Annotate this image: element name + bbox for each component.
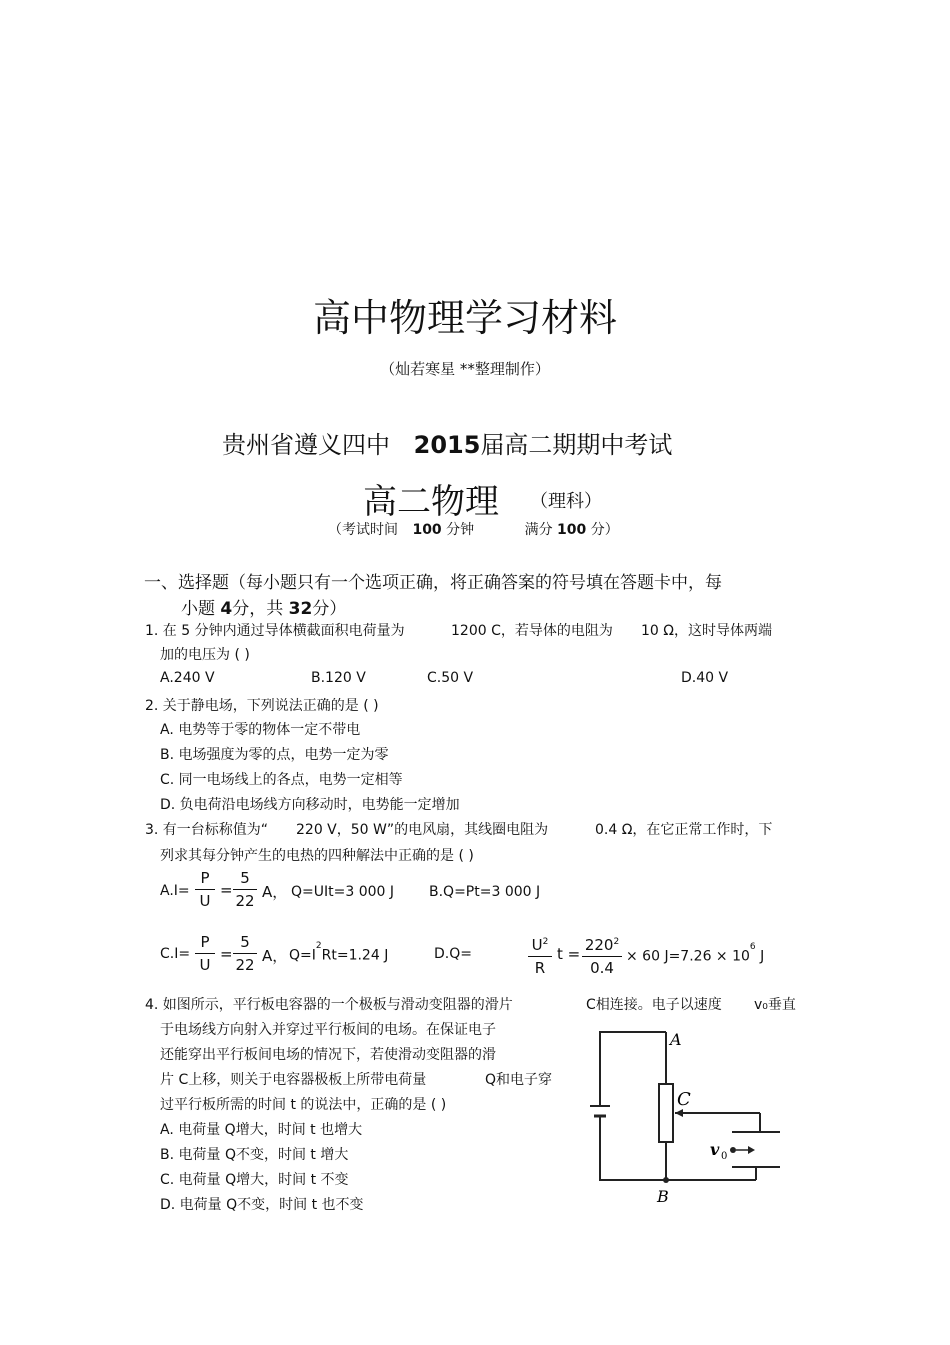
q4-stem-line3: 还能穿出平行板间电场的情况下，若使滑动变阻器的滑 [160, 1047, 496, 1063]
denominator: 22 [235, 892, 255, 910]
q2-option-d: D. 负电荷沿电场线方向移动时，电势能一定增加 [160, 797, 460, 813]
subject-note: （理科） [530, 491, 602, 512]
score-unit: 分） [590, 522, 619, 538]
exam-info [328, 519, 619, 539]
q3-c-unit: A， [262, 947, 288, 965]
exponent: 2 [542, 937, 549, 947]
main-title: 高中物理学习材料 [312, 296, 617, 340]
numerator-base: 220 [584, 936, 614, 954]
q3-option-c-label: C.I= [160, 946, 191, 962]
q4-option-d: D. 电荷量 Q不变，时间 t 也不变 [160, 1197, 364, 1213]
q1-stem-line2: 加的电压为 ( ) [160, 647, 250, 663]
q3-d-fraction-220-04 [582, 932, 622, 978]
q3-stem-b: 220 V，50 W”的电风扇，其线圈电阻为 [296, 822, 549, 838]
subject-title: 高二物理 [363, 482, 499, 522]
section-score-total: 32 [288, 599, 313, 619]
label-b: B [657, 1187, 669, 1206]
node-b [663, 1177, 669, 1183]
fraction-bar [233, 889, 257, 890]
fraction-bar [528, 956, 552, 957]
q3-stem-c: 0.4 Ω，在它正常工作时，下 [595, 822, 773, 838]
q2-stem: 2. 关于静电场，下列说法正确的是 ( ) [145, 698, 379, 714]
subtitle: （灿若寒星 **整理制作） [380, 360, 550, 378]
q2-option-a: A. 电势等于零的物体一定不带电 [160, 722, 361, 738]
equals-sign: = [220, 881, 233, 899]
numerator: 5 [240, 933, 250, 951]
velocity-arrowhead [748, 1146, 755, 1154]
q3-a-fraction-pu [195, 868, 215, 911]
electron [730, 1147, 736, 1153]
q4-stem-line2: 于电场线方向射入并穿过平行板间的电场。在保证电子 [160, 1022, 496, 1038]
label-v: v [710, 1140, 720, 1159]
time-value: 100 [412, 522, 442, 538]
score-value: 100 [557, 522, 587, 538]
q4-option-c: C. 电荷量 Q增大，时间 t 不变 [160, 1172, 349, 1188]
score-label: 满分 [524, 522, 553, 538]
section-text: 小题 [181, 599, 215, 619]
section-heading-line1: 一、选择题（每小题只有一个选项正确，将正确答案的符号填在答题卡中，每 [144, 573, 722, 593]
denominator: U [199, 892, 211, 910]
q3-d-t: t = [557, 945, 581, 963]
q3-c-fraction-pu [195, 932, 215, 975]
numerator: 5 [240, 869, 250, 887]
formula-text: J [755, 948, 765, 965]
numerator: P [200, 933, 210, 951]
denominator: 22 [235, 956, 255, 974]
exam-title-rest: 届高二期期中考试 [480, 431, 673, 459]
section-text: 分，共 [232, 599, 284, 619]
q3-a-unit: A， [262, 883, 288, 901]
numerator-base: U [531, 936, 543, 954]
q4-option-b: B. 电荷量 Q不变，时间 t 增大 [160, 1147, 349, 1163]
q1-option-d: D.40 V [681, 670, 729, 686]
exponent: 2 [315, 941, 322, 951]
q3-option-a-label: A.I= [160, 883, 190, 899]
q1-option-b: B.120 V [311, 670, 366, 686]
q4-stem-line4a: 片 C上移，则关于电容器极板上所带电荷量 [160, 1072, 427, 1088]
label-c: C [677, 1089, 691, 1110]
q3-c-fraction-5-22 [233, 932, 257, 975]
q3-option-b: B.Q=Pt=3 000 J [429, 884, 541, 900]
circuit-diagram [580, 1020, 795, 1210]
exponent: 6 [749, 942, 756, 952]
q3-c-rest [289, 941, 389, 964]
label-v-subscript: 0 [721, 1151, 728, 1162]
q3-d-fraction-u2-r [528, 932, 552, 978]
section-heading-line2 [181, 594, 346, 619]
q1-stem-c: 10 Ω，这时导体两端 [641, 623, 772, 639]
slider-arrowhead [675, 1109, 683, 1117]
exponent: 2 [613, 937, 620, 947]
q3-option-d-label: D.Q= [434, 946, 472, 962]
q3-stem-a: 3. 有一台标称值为“ [145, 822, 269, 838]
label-a: A [670, 1030, 682, 1049]
q1-stem-b: 1200 C，若导体的电阻为 [451, 623, 613, 639]
q2-option-c: C. 同一电场线上的各点，电势一定相等 [160, 772, 403, 788]
numerator [528, 932, 552, 955]
q3-a-rest: Q=UIt=3 000 J [291, 884, 395, 900]
q4-stem-a: 4. 如图所示，平行板电容器的一个极板与滑动变阻器的滑片 [145, 997, 513, 1013]
denominator: R [534, 959, 546, 977]
q4-stem-line4b: Q和电子穿 [485, 1072, 553, 1088]
q4-stem-c: v₀垂直 [754, 997, 796, 1013]
formula-text: Q=I [289, 947, 316, 964]
formula-text: × 60 J=7.26 × 10 [626, 948, 750, 965]
q4-option-a: A. 电荷量 Q增大，时间 t 也增大 [160, 1122, 363, 1138]
fraction-bar [233, 953, 257, 954]
exam-school: 贵州省遵义四中 [222, 431, 390, 459]
wire-top [600, 1032, 666, 1105]
q1-option-a: A.240 V [160, 670, 215, 686]
q2-option-b: B. 电场强度为零的点，电势一定为零 [160, 747, 389, 763]
time-unit: 分钟 [446, 522, 475, 538]
q4-stem-b: C相连接。电子以速度 [586, 997, 722, 1013]
time-label: （考试时间 [328, 522, 398, 538]
wire-bottom [600, 1117, 666, 1180]
numerator: P [200, 869, 210, 887]
rheostat [659, 1084, 673, 1142]
equals-sign: = [220, 945, 233, 963]
fraction-bar [195, 889, 215, 890]
q1-stem-a: 1. 在 5 分钟内通过导体横截面积电荷量为 [145, 623, 405, 639]
fraction-bar [582, 956, 622, 957]
q3-d-rest [626, 942, 765, 965]
fraction-bar [195, 953, 215, 954]
q3-a-fraction-5-22 [233, 868, 257, 911]
section-score-each: 4 [220, 599, 233, 619]
formula-text: Rt=1.24 J [321, 947, 389, 964]
q1-option-c: C.50 V [427, 670, 474, 686]
exam-year: 2015 [413, 431, 481, 459]
exam-title [222, 425, 672, 460]
q3-stem-line2: 列求其每分钟产生的电热的四种解法中正确的是 ( ) [160, 848, 474, 864]
denominator: U [199, 956, 211, 974]
denominator: 0.4 [590, 959, 614, 977]
numerator [582, 932, 622, 955]
q4-stem-line5: 过平行板所需的时间 t 的说法中，正确的是 ( ) [160, 1097, 447, 1113]
section-text: 分） [312, 599, 347, 619]
